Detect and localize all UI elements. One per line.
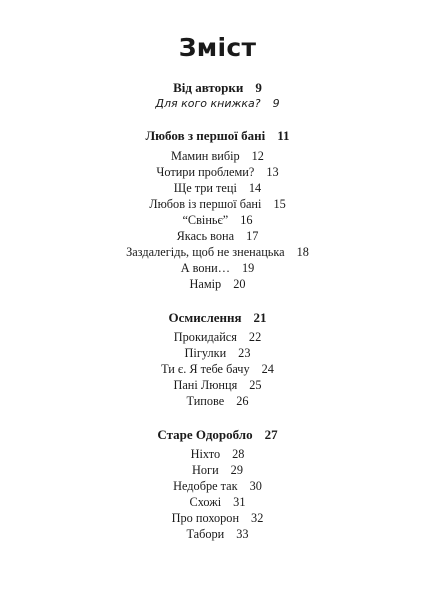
toc-entry[interactable] bbox=[0, 479, 435, 494]
toc-entry-title: Заздалегідь, щоб не зненацька bbox=[126, 245, 285, 259]
toc-entry-title: Про похорон bbox=[171, 511, 240, 525]
toc-entry[interactable] bbox=[0, 394, 435, 409]
toc-entry-title: Любов із першої бані bbox=[149, 197, 262, 211]
toc-entry-title: Табори bbox=[186, 527, 225, 541]
toc-entry-title: Схожі bbox=[189, 495, 222, 509]
toc-entry-page: 32 bbox=[251, 511, 264, 525]
toc-entry[interactable] bbox=[0, 447, 435, 462]
toc-entry-page: 19 bbox=[242, 261, 255, 275]
toc-entry-title: А вони… bbox=[180, 261, 230, 275]
toc-entry[interactable] bbox=[0, 197, 435, 212]
toc-section-title: Старе Одоробло bbox=[157, 427, 253, 442]
toc-entry[interactable] bbox=[0, 181, 435, 196]
toc-section-entry[interactable] bbox=[0, 310, 435, 326]
toc-entry-title: “Свіньє” bbox=[182, 213, 229, 227]
toc-intro-entry[interactable] bbox=[0, 80, 435, 96]
toc-section-title: Любов з першої бані bbox=[145, 128, 266, 143]
toc-section-page: 21 bbox=[253, 310, 267, 325]
toc-section-page: 11 bbox=[277, 128, 290, 143]
toc-entry[interactable] bbox=[0, 165, 435, 180]
toc-entry[interactable] bbox=[0, 330, 435, 345]
toc-entry-title: Якась вона bbox=[176, 229, 235, 243]
toc-entry-title: Намір bbox=[189, 277, 222, 291]
toc-entry-page: 20 bbox=[233, 277, 246, 291]
toc-section-page: 27 bbox=[264, 427, 278, 442]
toc-entry-page: 15 bbox=[273, 197, 286, 211]
toc-entry-title: Від авторки bbox=[173, 80, 244, 95]
toc-entry-title: Ноги bbox=[192, 463, 219, 477]
toc-entry-title: Ще три теці bbox=[173, 181, 237, 195]
toc-entry[interactable] bbox=[0, 378, 435, 393]
toc-entry[interactable] bbox=[0, 229, 435, 244]
toc-entry-page: 22 bbox=[248, 330, 262, 344]
toc-entry-title: Чотири проблеми? bbox=[156, 165, 255, 179]
toc-section-entry[interactable] bbox=[0, 427, 435, 443]
toc-entry-title: Недобре так bbox=[173, 479, 238, 493]
toc-entry-title: Мамин вибір bbox=[171, 149, 240, 163]
toc-entry-page: 9 bbox=[255, 80, 262, 95]
toc-entry-page: 17 bbox=[246, 229, 259, 243]
toc-entry[interactable] bbox=[0, 245, 435, 260]
toc-entry-page: 28 bbox=[232, 447, 245, 461]
toc-entry-page: 29 bbox=[230, 463, 243, 477]
toc-entry-page: 12 bbox=[251, 149, 264, 163]
toc-entry-page: 31 bbox=[233, 495, 246, 509]
toc-entry-page: 13 bbox=[266, 165, 279, 179]
toc-entry-title: Ніхто bbox=[190, 447, 221, 461]
toc-entry-title: Типове bbox=[186, 394, 225, 408]
toc-entry-page: 14 bbox=[248, 181, 262, 195]
toc-entry-page: 18 bbox=[296, 245, 309, 259]
toc-entry-title: Для кого книжка? bbox=[155, 97, 261, 110]
toc-entry[interactable] bbox=[0, 213, 435, 228]
toc-entry[interactable] bbox=[0, 149, 435, 164]
toc-entry[interactable] bbox=[0, 362, 435, 377]
toc-intro-sub-entry[interactable] bbox=[0, 97, 435, 110]
toc-entry-title: Ти є. Я тебе бачу bbox=[161, 362, 250, 376]
toc-entry[interactable] bbox=[0, 495, 435, 510]
toc-entry-page: 9 bbox=[272, 97, 280, 110]
toc-entry-page: 25 bbox=[249, 378, 262, 392]
toc-entry-title: Пігулки bbox=[184, 346, 227, 360]
toc-entry-page: 23 bbox=[238, 346, 251, 360]
page-title: Зміст bbox=[178, 33, 257, 62]
toc-entry-page: 26 bbox=[236, 394, 249, 408]
toc-entry[interactable] bbox=[0, 277, 435, 292]
toc-section-title: Осмислення bbox=[168, 310, 242, 325]
toc-entry[interactable] bbox=[0, 527, 435, 542]
toc-entry-page: 16 bbox=[240, 213, 253, 227]
toc-entry-title: Пані Люнця bbox=[173, 378, 238, 392]
toc-entry[interactable] bbox=[0, 346, 435, 361]
toc-entry-title: Прокидайся bbox=[173, 330, 237, 344]
toc-entry[interactable] bbox=[0, 261, 435, 276]
toc-entry[interactable] bbox=[0, 511, 435, 526]
toc-entry-page: 24 bbox=[261, 362, 274, 376]
toc-section-entry[interactable] bbox=[0, 128, 435, 144]
toc-entry[interactable] bbox=[0, 463, 435, 478]
toc-entry-page: 33 bbox=[236, 527, 249, 541]
toc-entry-page: 30 bbox=[249, 479, 262, 493]
